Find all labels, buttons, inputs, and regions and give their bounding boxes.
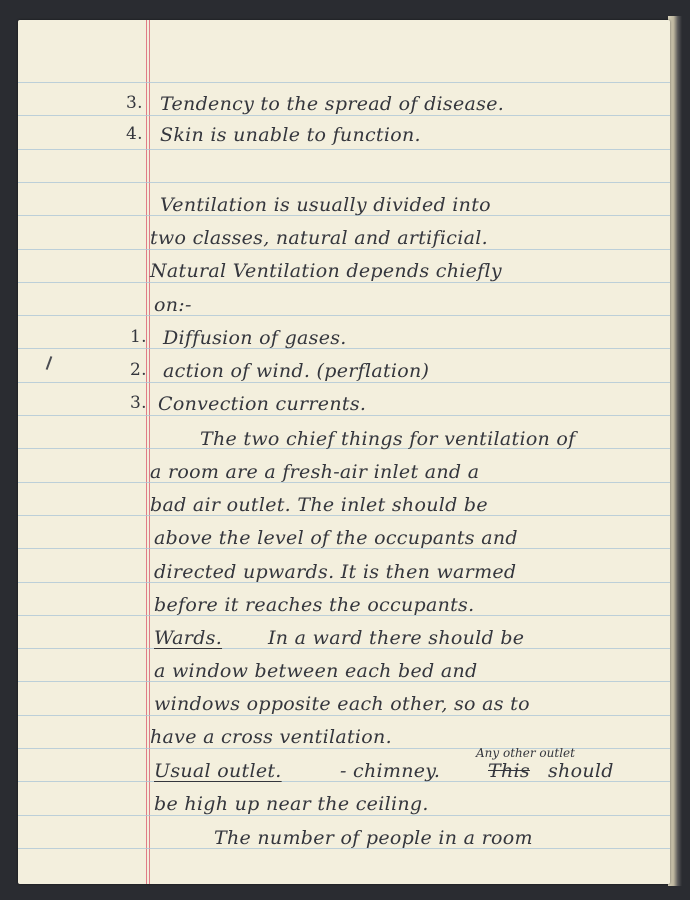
section-heading-usual-outlet: Usual outlet. (154, 760, 282, 782)
item-number: 2. (130, 360, 147, 380)
ruled-line (18, 115, 670, 116)
margin-tick-mark (46, 356, 53, 370)
ruled-line (18, 149, 670, 150)
line-text: directed upwards. It is then warmed (154, 561, 517, 583)
line-text: Convection currents. (158, 393, 367, 415)
line-text: Skin is unable to function. (160, 124, 421, 146)
line-text: a window between each bed and (154, 660, 478, 682)
notebook-page (18, 20, 670, 884)
line-text: on:- (154, 294, 192, 316)
line-text: have a cross ventilation. (150, 726, 392, 748)
line-text: bad air outlet. The inlet should be (150, 494, 488, 516)
item-number: 3. (126, 93, 143, 113)
line-text: Ventilation is usually divided into (160, 194, 491, 216)
item-number: 3. (130, 393, 147, 413)
ruled-line (18, 249, 670, 250)
page-edge (668, 16, 682, 886)
line-text: two classes, natural and artificial. (150, 227, 488, 249)
section-heading-wards: Wards. (154, 627, 223, 649)
ruled-line (18, 415, 670, 416)
line-text: windows opposite each other, so as to (154, 693, 530, 715)
ruled-line (18, 282, 670, 283)
line-text: a room are a fresh-air inlet and a (150, 461, 480, 483)
ruled-line (18, 315, 670, 316)
line-text: be high up near the ceiling. (154, 793, 429, 815)
line-text: Tendency to the spread of disease. (160, 93, 505, 115)
line-text: Natural Ventilation depends chiefly (150, 260, 502, 282)
line-text: The number of people in a room (214, 827, 533, 849)
line-text: action of wind. (perflation) (163, 360, 430, 382)
ruled-line (18, 182, 670, 183)
line-text: before it reaches the occupants. (154, 594, 475, 616)
struck-word: This (488, 760, 530, 782)
ruled-line (18, 82, 670, 83)
line-text: Diffusion of gases. (163, 327, 347, 349)
line-text: The two chief things for ventilation of (200, 428, 576, 450)
ruled-line (18, 382, 670, 383)
line-text: In a ward there should be (268, 627, 525, 649)
insertion-text: Any other outlet (476, 746, 575, 760)
line-text-after: should (548, 760, 614, 782)
line-text: - chimney. (340, 760, 441, 782)
line-text: above the level of the occupants and (154, 527, 518, 549)
item-number: 4. (126, 124, 143, 144)
ruled-line (18, 815, 670, 816)
ruled-line (18, 715, 670, 716)
item-number: 1. (130, 327, 147, 347)
